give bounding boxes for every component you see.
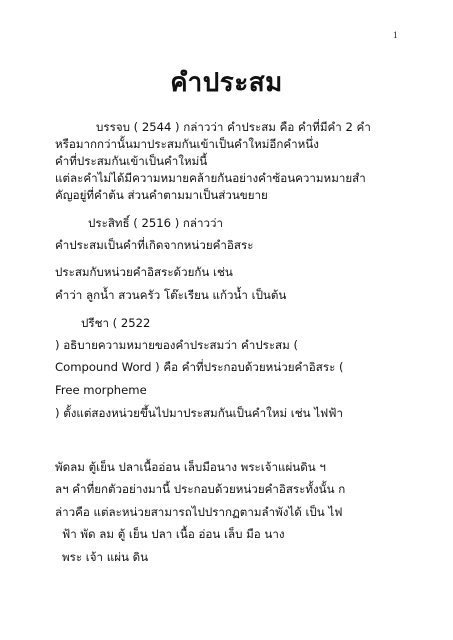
paragraph-line: พระ เจ้า แผ่น ดิน bbox=[62, 550, 149, 564]
paragraph-line: ) ตั้งแต่สองหน่วยขึ้นไปมาประสมกันเป็นคำใหม่ เช่น ไฟฟ้า bbox=[55, 406, 343, 420]
paragraph-line: คำที่ประสมกันเข้าเป็นคำใหม่นี้ bbox=[55, 154, 208, 168]
paragraph-line: ฟ้า พัด ลม ตู้ เย็น ปลา เนื้อ อ่อน เล็บ มือ นาง bbox=[62, 527, 285, 541]
paragraph-line: Free morpheme bbox=[55, 383, 147, 397]
paragraph-line: คำประสมเป็นคำที่เกิดจากหน่วยคำอิสระ bbox=[55, 238, 254, 252]
paragraph-line: แต่ละคำไม่ได้มีความหมายคล้ายกันอย่างคำซ้อนความหมายสำ bbox=[55, 171, 366, 185]
paragraph-line: ) อธิบายความหมายของคำประสมว่า คำประสม ( bbox=[55, 338, 298, 352]
page-number: 1 bbox=[393, 30, 398, 40]
paragraph-line: Compound Word ) คือ คำที่ประกอบด้วยหน่วยคำอิสระ ( bbox=[55, 360, 344, 374]
paragraph-line: พัดลม ตู้เย็น ปลาเนื้ออ่อน เล็บมือนาง พระเจ้าแผ่นดิน ฯ bbox=[55, 460, 326, 474]
paragraph-line: ล่าวคือ แต่ละหน่วยสามารถไปปรากฏตามลำพังได้ เป็น ไฟ bbox=[55, 505, 343, 519]
page-title: คำประสม bbox=[170, 68, 283, 98]
paragraph-line: บรรจบ ( 2544 ) กล่าวว่า คำประสม คือ คำที่มีคำ 2 คำ bbox=[96, 120, 371, 134]
paragraph-line: หรือมากกว่านั้นมาประสมกันเข้าเป็นคำใหม่อีกคำหนึ่ง bbox=[55, 137, 319, 151]
paragraph-line: ประสมกับหน่วยคำอิสระด้วยกัน เช่น bbox=[55, 265, 233, 279]
paragraph-line: คัญอยู่ที่คำต้น ส่วนคำตามมาเป็นส่วนขยาย bbox=[55, 188, 268, 202]
paragraph-line: คำว่า ลูกน้ำ สวนครัว โต๊ะเรียน แก้วน้ำ เป็นต้น bbox=[55, 288, 287, 302]
paragraph-line: ปรีชา ( 2522 bbox=[81, 316, 151, 330]
paragraph-line: ลฯ คำที่ยกตัวอย่างมานี้ ประกอบด้วยหน่วยคำอิสระทั้งนั้น ก bbox=[55, 482, 346, 496]
paragraph-line: ประสิทธิ์ ( 2516 ) กล่าวว่า bbox=[88, 216, 224, 230]
